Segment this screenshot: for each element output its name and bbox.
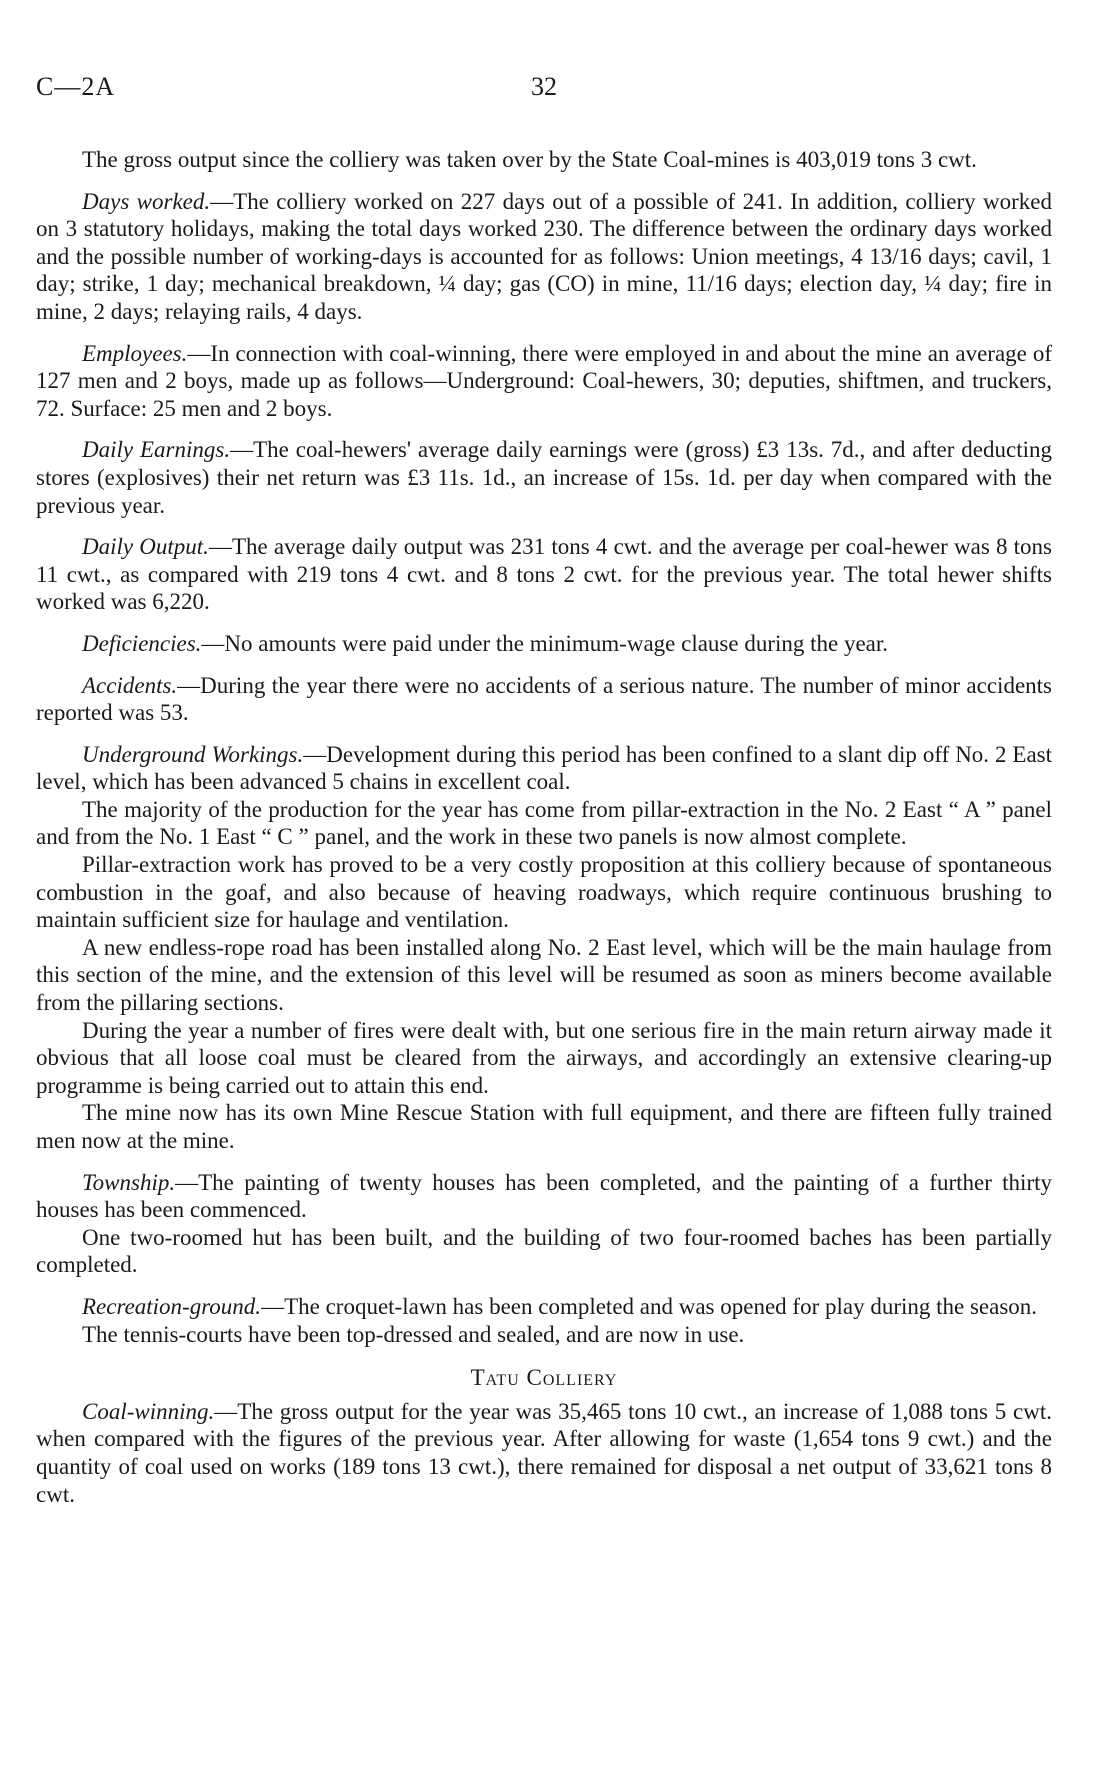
paragraph-text: —The average daily output was 231 tons 4 cwt. and the average per coal-hewer was 8 tons 11 cwt., as compared with 219 tons 4 cwt. and 8 tons 2 cwt. for the previous year. The total hewer shifts worked was 6,220.: [36, 534, 1052, 615]
paragraph-text: —The colliery worked on 227 days out of a possible of 241. In addition, colliery worked on 3 statutory holidays, making the total days worked 230. The difference between the ordinary days worked and the possible number of working-days is accounted for as follows: Union meetings, 4 13/16 days; cavil, 1 day; strike, 1 day; mechanical breakdown, ¼ day; gas (CO) in mine, 11/16 days; election day, ¼ day; fire in mine, 2 days; relaying rails, 4 days.: [36, 188, 1052, 324]
paragraph: [36, 1293, 1052, 1321]
paragraph-heading: Coal-winning.: [82, 1398, 215, 1424]
paragraph: [36, 188, 1052, 326]
paragraph-heading: Daily Output.: [82, 534, 209, 560]
section-state-colliery: [36, 146, 1052, 1348]
paragraph-text: One two-roomed hut has been built, and the building of two four-roomed baches has been partially completed.: [36, 1224, 1052, 1278]
paragraph-text: —The croquet-lawn has been completed and was opened for play during the season.: [261, 1293, 1038, 1319]
paragraph-text: The mine now has its own Mine Rescue Station with full equipment, and there are fifteen fully trained men now at the mine.: [36, 1100, 1052, 1153]
paragraph: [36, 340, 1052, 423]
paragraph: [36, 741, 1052, 796]
paragraph: [36, 796, 1052, 851]
document-code: C—2A: [36, 72, 116, 101]
paragraph-text: During the year a number of fires were dealt with, but one serious fire in the main return airway made it obvious that all loose coal must be cleared from the airways, and accordingly an extensive clearing-up programme is being carried out to attain this end.: [36, 1017, 1052, 1098]
paragraph-text: —The coal-hewers' average daily earnings were (gross) £3 13s. 7d., and after deducting stores (explosives) their net return was £3 11s. 1d., an increase of 15s. 1d. per day when compared with the previous year.: [36, 437, 1052, 518]
paragraph: [36, 851, 1052, 934]
paragraph-text: The majority of the production for the year has come from pillar-extraction in the No. 2 East “ A ” panel and from the No. 1 East “ C ” panel, and the work in these two panels is now almost complete.: [36, 796, 1052, 850]
paragraph: [36, 1017, 1052, 1100]
paragraph-heading: Days worked.: [82, 188, 211, 214]
paragraph-heading: Recreation-ground.: [82, 1293, 262, 1319]
page-number: 32: [531, 72, 557, 101]
paragraph-heading: Township.: [82, 1169, 176, 1195]
paragraph-text: —Development during this period has been confined to a slant dip off No. 2 East level, which has been advanced 5 chains in excellent coal.: [36, 741, 1053, 795]
paragraph-text: The gross output since the colliery was taken over by the State Coal-mines is 403,019 tons 3 cwt.: [82, 147, 977, 172]
paragraph: [36, 1224, 1052, 1279]
section-heading-tatu-colliery: Tatu Colliery: [470, 1365, 618, 1391]
paragraph-text: —The painting of twenty houses has been completed, and the painting of a further thirty houses has been commenced.: [36, 1169, 1052, 1223]
paragraph: [36, 436, 1052, 519]
paragraph: [36, 1099, 1052, 1154]
paragraph-heading: Deficiencies.: [82, 630, 202, 656]
paragraph-heading: Daily Earnings.: [82, 437, 231, 463]
paragraph: [36, 934, 1052, 1017]
paragraph-text: —No amounts were paid under the minimum-wage clause during the year.: [201, 630, 889, 656]
paragraph-text: Pillar-extraction work has proved to be a very costly proposition at this colliery because of spontaneous combustion in the goaf, and also because of heaving roadways, which require continuous brushing to maintain sufficient size for haulage and ventilation.: [36, 852, 1052, 933]
paragraph: [36, 1398, 1052, 1508]
paragraph-text: —In connection with coal-winning, there were employed in and about the mine an average of 127 men and 2 boys, made up as follows—Underground: Coal-hewers, 30; deputies, shiftmen, and truckers, 72. Surface: 25 men and 2 boys.: [36, 340, 1052, 421]
paragraph: [36, 1321, 1052, 1349]
body-text: [36, 146, 1052, 1508]
section-tatu-colliery: [36, 1398, 1052, 1508]
paragraph-heading: Employees.: [82, 340, 188, 366]
paragraph: [36, 630, 1052, 658]
paragraph-text: The tennis-courts have been top-dressed and sealed, and are now in use.: [82, 1321, 745, 1347]
paragraph-heading: Accidents.: [82, 672, 178, 698]
paragraph: [36, 533, 1052, 616]
paragraph-text: A new endless-rope road has been installed along No. 2 East level, which will be the main haulage from this section of the mine, and the extension of this level will be resumed as soon as miners become available from the pillaring sections.: [36, 934, 1052, 1016]
paragraph-heading: Underground Workings.: [82, 741, 304, 767]
paragraph-text: —During the year there were no accidents of a serious nature. The number of minor accidents reported was 53.: [36, 672, 1052, 726]
paragraph-text: —The gross output for the year was 35,465 tons 10 cwt., an increase of 1,088 tons 5 cwt. when compared with the figures of the previous year. After allowing for waste (1,654 tons 9 cwt.) and the quantity of coal used on works (189 tons 13 cwt.), there remained for disposal a net output of 33,621 tons 8 cwt.: [36, 1398, 1052, 1507]
paragraph: [36, 672, 1052, 727]
paragraph: [36, 146, 1052, 174]
paragraph: [36, 1169, 1052, 1224]
page-header: [36, 72, 1052, 112]
